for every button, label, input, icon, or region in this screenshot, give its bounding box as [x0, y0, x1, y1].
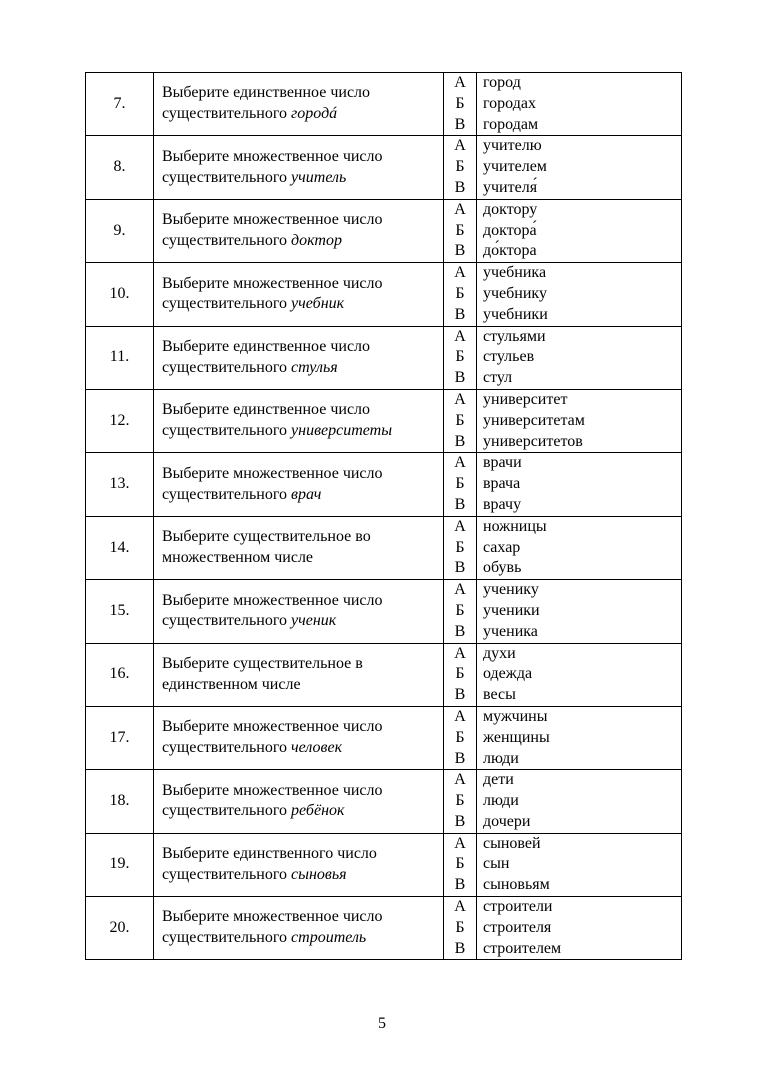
question-prefix: существительного [162, 105, 292, 123]
option-text: стульев [483, 348, 535, 366]
option-letter: В [454, 242, 466, 260]
option-letter: Б [455, 411, 465, 429]
option-letter: Б [455, 284, 465, 302]
option-letters [444, 516, 477, 579]
question-line-2 [162, 294, 443, 315]
option-text: одежда [483, 665, 533, 683]
option-letters [444, 263, 477, 326]
option-letter: В [454, 115, 466, 133]
question-number: 9. [86, 199, 154, 262]
option-text: строители [483, 898, 553, 916]
option-letter: В [454, 622, 466, 640]
option-text: сыновьям [483, 876, 550, 894]
option-text: доктору [483, 200, 538, 218]
option-letter: А [454, 517, 466, 535]
option-text: ученики [483, 601, 540, 619]
option-text: городах [483, 94, 536, 112]
option-answers [477, 326, 682, 389]
option-text: ножницы [483, 517, 547, 535]
question-line-1: Выберите множественное число [162, 274, 383, 292]
option-text: учебнику [483, 284, 547, 302]
question-text [154, 326, 444, 389]
option-text: стульями [483, 327, 546, 345]
question-number: 20. [86, 897, 154, 960]
target-word: человек [291, 739, 343, 757]
question-row [86, 516, 682, 579]
page-number: 5 [378, 1015, 386, 1032]
question-line-1: Выберите множественное число [162, 781, 383, 799]
option-letter: В [454, 369, 466, 387]
option-letters [444, 897, 477, 960]
question-row [86, 199, 682, 262]
option-letter: Б [455, 918, 465, 936]
question-text [154, 580, 444, 643]
question-line-2 [162, 358, 443, 379]
target-word: университеты [291, 422, 393, 440]
option-answers [477, 580, 682, 643]
option-text: духи [483, 644, 516, 662]
question-line-2 [162, 801, 443, 822]
question-row [86, 897, 682, 960]
question-line-1: Выберите существительное во [162, 528, 371, 546]
question-line-1: Выберите множественное число [162, 591, 383, 609]
question-row [86, 643, 682, 706]
question-number: 16. [86, 643, 154, 706]
option-letters [444, 453, 477, 516]
question-line-2 [162, 611, 443, 632]
option-text: ученика [483, 622, 538, 640]
option-text: до́ктора [483, 242, 537, 260]
option-letters [444, 643, 477, 706]
option-answers [477, 263, 682, 326]
question-row [86, 453, 682, 516]
question-line-2 [162, 738, 443, 759]
option-text: университет [483, 390, 568, 408]
option-text: доктора́ [483, 221, 537, 239]
option-text: городам [483, 115, 539, 133]
option-answers [477, 73, 682, 136]
option-letter: Б [455, 601, 465, 619]
question-prefix: существительного [162, 422, 292, 440]
option-text: стул [483, 369, 513, 387]
question-row [86, 136, 682, 199]
option-text: весы [483, 686, 516, 704]
question-number: 11. [86, 326, 154, 389]
option-text: учителю [483, 137, 542, 155]
question-row [86, 73, 682, 136]
question-row [86, 326, 682, 389]
question-text [154, 199, 444, 262]
question-prefix: существительного [162, 485, 292, 503]
option-letter: В [454, 812, 466, 830]
question-prefix: существительного [162, 802, 292, 820]
question-number: 10. [86, 263, 154, 326]
option-letter: Б [455, 855, 465, 873]
question-text [154, 453, 444, 516]
question-number: 15. [86, 580, 154, 643]
option-text: город [483, 74, 521, 91]
option-letters [444, 73, 477, 136]
option-letter: А [454, 74, 466, 91]
question-line-2 [162, 928, 443, 949]
question-prefix: существительного [162, 295, 292, 313]
option-letter: А [454, 390, 466, 408]
option-text: учебники [483, 305, 548, 323]
option-letter: Б [455, 94, 465, 112]
question-number: 12. [86, 389, 154, 452]
option-letters [444, 833, 477, 896]
target-word: ребёнок [291, 802, 345, 820]
question-line-1: Выберите множественное число [162, 147, 383, 165]
option-letter: Б [455, 348, 465, 366]
option-answers [477, 770, 682, 833]
option-letter: Б [455, 728, 465, 746]
question-text [154, 136, 444, 199]
question-row [86, 263, 682, 326]
question-number: 17. [86, 706, 154, 769]
option-letter: Б [455, 221, 465, 239]
option-letters [444, 199, 477, 262]
option-text: дочери [483, 812, 531, 830]
option-answers [477, 453, 682, 516]
option-letter: В [454, 559, 466, 577]
question-line-1: Выберите множественное число [162, 908, 383, 926]
option-text: дети [483, 771, 514, 789]
option-answers [477, 199, 682, 262]
question-line-2 [162, 231, 443, 252]
quiz-table-body [86, 73, 682, 960]
question-text [154, 897, 444, 960]
question-number: 18. [86, 770, 154, 833]
question-prefix: существительного [162, 865, 292, 883]
question-line-2 [162, 168, 443, 189]
option-text: ученику [483, 581, 539, 599]
question-line-2 [162, 421, 443, 442]
option-letter: В [454, 686, 466, 704]
option-text: женщины [483, 728, 550, 746]
question-number: 14. [86, 516, 154, 579]
option-letter: А [454, 644, 466, 662]
question-text [154, 263, 444, 326]
option-text: сахар [483, 538, 521, 556]
option-letter: А [454, 454, 466, 472]
question-line-1: Выберите множественное число [162, 211, 383, 229]
option-letters [444, 389, 477, 452]
quiz-table [85, 72, 682, 960]
question-prefix: существительного [162, 929, 292, 947]
question-line-1: Выберите единственного число [162, 845, 377, 863]
target-word: сыновья [291, 865, 347, 883]
question-text [154, 389, 444, 452]
question-number: 13. [86, 453, 154, 516]
option-answers [477, 833, 682, 896]
option-letter: В [454, 305, 466, 323]
question-row [86, 706, 682, 769]
question-line-1: Выберите существительное в [162, 654, 363, 672]
option-text: врачи [483, 454, 522, 472]
option-text: строителем [483, 939, 562, 957]
option-letter: А [454, 834, 466, 852]
question-prefix: существительного [162, 168, 292, 186]
option-letter: А [454, 200, 466, 218]
question-prefix: существительного [162, 358, 292, 376]
target-word: учебник [291, 295, 345, 313]
option-text: учителем [483, 158, 547, 176]
option-answers [477, 516, 682, 579]
option-letter: А [454, 137, 466, 155]
option-letter: В [454, 495, 466, 513]
question-row [86, 389, 682, 452]
option-letters [444, 770, 477, 833]
target-word: ученик [291, 612, 337, 630]
question-line-2 [162, 104, 443, 125]
question-row [86, 833, 682, 896]
option-text: строителя [483, 918, 552, 936]
option-answers [477, 643, 682, 706]
question-prefix: множественном числе [162, 548, 314, 566]
option-letter: Б [455, 158, 465, 176]
target-word: городá [291, 105, 338, 123]
question-line-1: Выберите множественное число [162, 464, 383, 482]
target-word: стулья [291, 358, 338, 376]
question-line-1: Выберите единственное число [162, 337, 371, 355]
question-text [154, 516, 444, 579]
option-answers [477, 136, 682, 199]
option-text: врача [483, 475, 521, 493]
question-text [154, 643, 444, 706]
option-letter: А [454, 264, 466, 282]
option-letter: В [454, 432, 466, 450]
question-prefix: существительного [162, 231, 292, 249]
option-letter: В [454, 178, 466, 196]
option-letters [444, 136, 477, 199]
option-letter: А [454, 898, 466, 916]
target-word: учитель [291, 168, 347, 186]
option-letter: Б [455, 792, 465, 810]
option-text: учебника [483, 264, 547, 282]
question-line-2 [162, 485, 443, 506]
question-prefix: существительного [162, 612, 292, 630]
option-answers [477, 897, 682, 960]
option-answers [477, 706, 682, 769]
question-line-2 [162, 548, 443, 569]
option-text: университетам [483, 411, 585, 429]
option-letter: Б [455, 665, 465, 683]
option-text: врачу [483, 495, 522, 513]
option-letters [444, 326, 477, 389]
option-answers [477, 389, 682, 452]
question-line-2 [162, 865, 443, 886]
option-letter: А [454, 771, 466, 789]
question-row [86, 770, 682, 833]
option-text: мужчины [483, 707, 548, 725]
option-letter: А [454, 327, 466, 345]
option-text: учителя́ [483, 178, 538, 196]
question-row [86, 580, 682, 643]
option-text: сын [483, 855, 510, 873]
question-line-1: Выберите единственное число [162, 401, 371, 419]
target-word: строитель [291, 929, 367, 947]
question-line-1: Выберите единственное число [162, 84, 371, 102]
target-word: врач [291, 485, 322, 503]
option-letters [444, 580, 477, 643]
target-word: доктор [291, 231, 342, 249]
option-letter: В [454, 749, 466, 767]
option-letter: А [454, 581, 466, 599]
question-text [154, 770, 444, 833]
question-number: 7. [86, 73, 154, 136]
option-text: обувь [483, 559, 522, 577]
option-text: люди [483, 792, 519, 810]
option-letter: В [454, 939, 466, 957]
option-letter: В [454, 876, 466, 894]
question-text [154, 706, 444, 769]
option-letters [444, 706, 477, 769]
option-text: сыновей [483, 834, 541, 852]
question-text [154, 833, 444, 896]
question-prefix: существительного [162, 739, 292, 757]
question-line-1: Выберите множественное число [162, 718, 383, 736]
option-letter: Б [455, 538, 465, 556]
option-text: люди [483, 749, 519, 767]
option-text: университетов [483, 432, 583, 450]
question-number: 19. [86, 833, 154, 896]
question-number: 8. [86, 136, 154, 199]
question-prefix: единственном числе [162, 675, 301, 693]
option-letter: А [454, 707, 466, 725]
option-letter: Б [455, 475, 465, 493]
question-text [154, 73, 444, 136]
question-line-2 [162, 675, 443, 696]
